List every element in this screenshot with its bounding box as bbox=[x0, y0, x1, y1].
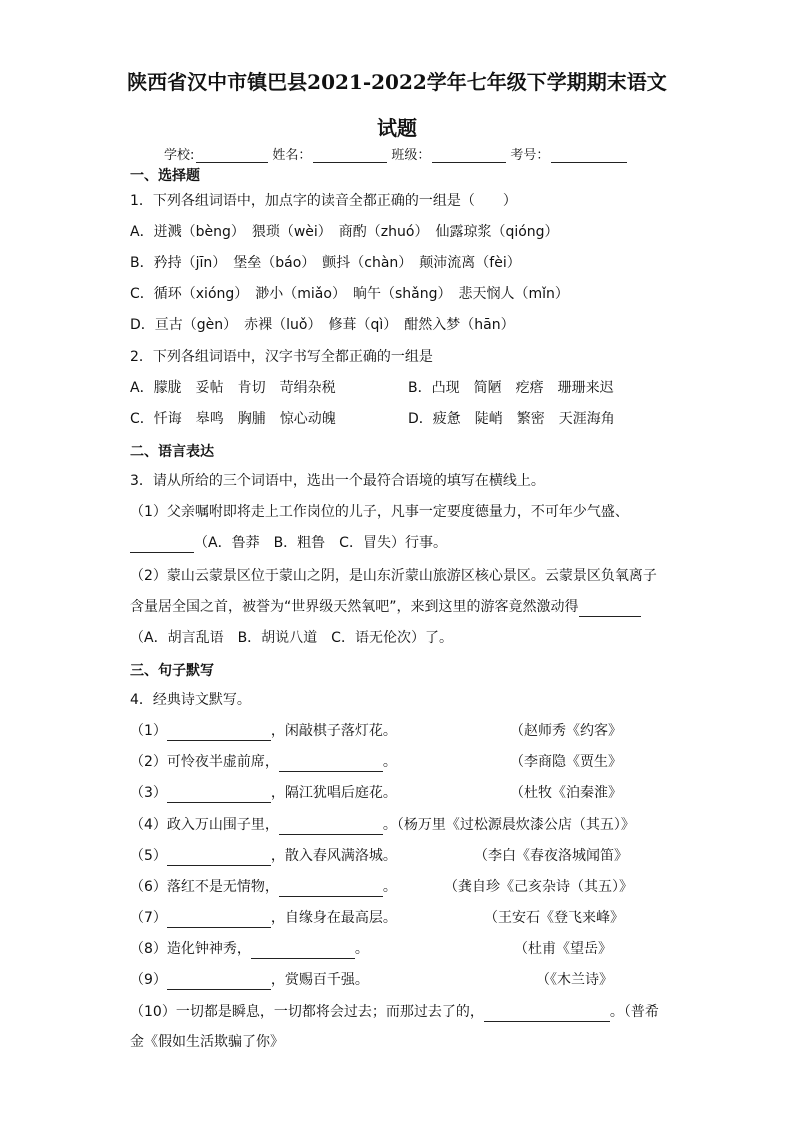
q4-line-8-text: （8）造化钟神秀， bbox=[130, 941, 251, 957]
q3-part1-line2 bbox=[130, 533, 447, 553]
q4-stem: 4．经典诗文默写。 bbox=[130, 692, 251, 708]
q4-line-7-text: ，自缘身在最高层。 bbox=[270, 910, 397, 926]
q1-option-c: C．循环（xióng） 渺小（miǎo） 晌午（shǎng） 悲天悯人（mǐn） bbox=[130, 286, 569, 302]
q4-line-9 bbox=[130, 970, 369, 990]
q4-source-1: （赵师秀《约客》 bbox=[510, 723, 622, 739]
q4-source-6: （龚自珍《己亥杂诗（其五）》 bbox=[444, 879, 633, 895]
name-blank[interactable] bbox=[313, 148, 387, 163]
section-heading-recitation: 三、句子默写 bbox=[130, 663, 214, 679]
q4-line-2 bbox=[130, 752, 397, 772]
q4-line-4-text: （4）政入万山围子里， bbox=[130, 817, 279, 833]
q1-option-d: D．亘古（gèn） 赤裸（luǒ） 修葺（qì） 酣然入梦（hān） bbox=[130, 317, 515, 333]
q4-line-1-text: ，闲敲棋子落灯花。 bbox=[270, 723, 397, 739]
q4-line-3 bbox=[130, 783, 397, 803]
q4-line-6 bbox=[130, 877, 397, 897]
q3-stem: 3．请从所给的三个词语中，选出一个最符合语境的填写在横线上。 bbox=[130, 473, 545, 489]
q1-option-b: B．矜持（jīn） 堡垒（báo） 颤抖（chàn） 颠沛流离（fèi） bbox=[130, 255, 521, 271]
q2-option-a: A．朦胧 妥帖 肯切 苛绢杂税 bbox=[130, 380, 336, 396]
q4-line-3-num: （3） bbox=[130, 785, 167, 801]
q4-source-9: （《木兰诗》 bbox=[536, 972, 613, 988]
page-title-line2: 试题 bbox=[377, 116, 417, 140]
q4-line-2-end: 。 bbox=[382, 754, 397, 770]
q4-blank-6[interactable] bbox=[279, 881, 383, 897]
q2-option-b: B．凸现 简陋 疙瘩 珊珊来迟 bbox=[408, 380, 614, 396]
q4-line-3-text: ，隔江犹唱后庭花。 bbox=[270, 785, 397, 801]
class-blank[interactable] bbox=[432, 148, 506, 163]
q3-part1-options: （A．鲁莽 B．粗鲁 C．冒失）行事。 bbox=[194, 535, 447, 551]
q4-blank-5[interactable] bbox=[167, 850, 271, 866]
q4-source-3: （杜牧《泊秦淮》 bbox=[510, 785, 622, 801]
q4-blank-7[interactable] bbox=[167, 912, 271, 928]
q4-line-1 bbox=[130, 721, 397, 741]
school-label: 学校: bbox=[164, 148, 195, 163]
q4-line-10-source-end: 金《假如生活欺骗了你》 bbox=[130, 1034, 284, 1050]
q4-line-4 bbox=[130, 815, 635, 835]
q4-blank-4[interactable] bbox=[279, 819, 383, 835]
q3-blank-1[interactable] bbox=[130, 537, 194, 553]
q4-line-9-text: ，赏赐百千强。 bbox=[270, 972, 369, 988]
q2-stem: 2．下列各组词语中，汉字书写全都正确的一组是 bbox=[130, 349, 433, 365]
q4-blank-10[interactable] bbox=[484, 1006, 610, 1022]
q4-line-10-source-start: 。（普希 bbox=[609, 1004, 659, 1020]
exam-no-label: 考号： bbox=[510, 148, 550, 163]
q4-line-10-text: （10）一切都是瞬息，一切都将会过去；而那过去了的， bbox=[130, 1004, 484, 1020]
q4-line-5-num: （5） bbox=[130, 848, 167, 864]
q4-line-4-source: 。（杨万里《过松源晨炊漆公店（其五）》 bbox=[382, 817, 635, 833]
class-label: 班级： bbox=[391, 148, 431, 163]
q3-part2-line2 bbox=[130, 597, 641, 617]
q4-source-8: （杜甫《望岳》 bbox=[514, 941, 612, 957]
q1-option-a: A．迸溅（bèng） 猥琐（wèi） 商酌（zhuó） 仙露琼浆（qióng） bbox=[130, 224, 559, 240]
q4-line-6-text: （6）落红不是无情物， bbox=[130, 879, 279, 895]
q4-line-9-num: （9） bbox=[130, 972, 167, 988]
q4-line-8 bbox=[130, 939, 369, 959]
exam-no-blank[interactable] bbox=[551, 148, 627, 163]
q4-line-5-text: ，散入春风满洛城。 bbox=[270, 848, 397, 864]
section-heading-expression: 二、语言表达 bbox=[130, 444, 214, 460]
q4-line-5 bbox=[130, 846, 397, 866]
q1-stem: 1．下列各组词语中，加点字的读音全都正确的一组是（ ） bbox=[130, 193, 517, 209]
section-heading-choice: 一、选择题 bbox=[130, 168, 200, 184]
student-info bbox=[164, 144, 631, 163]
q4-source-5: （李白《春夜洛城闻笛》 bbox=[474, 848, 628, 864]
q3-part1-line1: （1）父亲嘱咐即将走上工作岗位的儿子，凡事一定要度德量力，不可年少气盛、 bbox=[130, 504, 629, 520]
page-title-line1: 陕西省汉中市镇巴县2021-2022学年七年级下学期期末语文 bbox=[127, 70, 667, 94]
q4-source-2: （李商隐《贾生》 bbox=[510, 754, 622, 770]
q4-line-7-num: （7） bbox=[130, 910, 167, 926]
q3-part2-options: （A．胡言乱语 B．胡说八道 C．语无伦次）了。 bbox=[130, 630, 453, 646]
q4-line-6-end: 。 bbox=[382, 879, 397, 895]
q3-blank-2[interactable] bbox=[579, 601, 641, 617]
q4-line-1-num: （1） bbox=[130, 723, 167, 739]
q4-line-10 bbox=[130, 1002, 659, 1022]
q2-option-d: D．疲惫 陡峭 繁密 天涯海角 bbox=[408, 411, 615, 427]
q4-blank-3[interactable] bbox=[167, 787, 271, 803]
q3-part2-text: 含量居全国之首，被誉为“世界级天然氧吧”，来到这里的游客竟然激动得 bbox=[130, 599, 579, 615]
q4-source-7: （王安石《登飞来峰》 bbox=[484, 910, 624, 926]
q4-line-7 bbox=[130, 908, 397, 928]
q3-part2-line1: （2）蒙山云蒙景区位于蒙山之阴，是山东沂蒙山旅游区核心景区。云蒙景区负氧离子 bbox=[130, 568, 657, 584]
school-blank[interactable] bbox=[196, 148, 268, 163]
q4-blank-2[interactable] bbox=[279, 756, 383, 772]
q2-option-c: C．忏诲 皋鸣 胸脯 惊心动魄 bbox=[130, 411, 336, 427]
q4-blank-1[interactable] bbox=[167, 725, 271, 741]
q4-line-2-text: （2）可怜夜半虚前席， bbox=[130, 754, 279, 770]
q4-blank-8[interactable] bbox=[251, 943, 355, 959]
q4-blank-9[interactable] bbox=[167, 974, 271, 990]
q4-line-8-end: 。 bbox=[354, 941, 369, 957]
name-label: 姓名： bbox=[272, 148, 312, 163]
